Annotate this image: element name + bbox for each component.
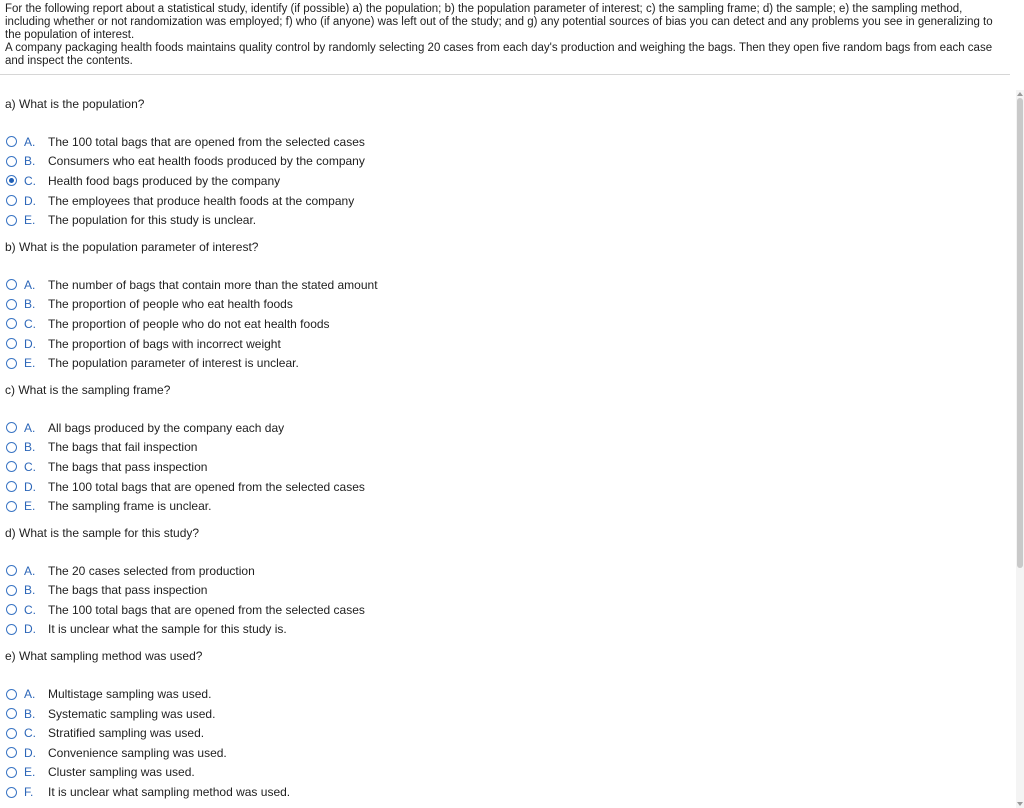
option-letter: B. <box>24 583 36 598</box>
radio-icon[interactable] <box>6 501 17 512</box>
instructions-text: For the following report about a statistical study, identify (if possible) a) the population; b) the population parameter of interest; c) the sampling frame; d) the sample; e) the sampling method, including whether or not randomization was employed; f) who (if anyone) was left out of the study; and g) any potential sources of bias you can detect and any problems you see in generalizing to the population of interest. <box>5 3 993 41</box>
question-prompt: d) What is the sample for this study? <box>5 525 200 540</box>
option-b[interactable] <box>5 438 1016 458</box>
option-text: It is unclear what the sample for this study is. <box>48 622 287 637</box>
option-letter: B. <box>24 154 36 169</box>
option-letter: A. <box>24 277 36 292</box>
option-d[interactable] <box>5 477 1016 497</box>
option-text: Consumers who eat health foods produced by the company <box>48 154 365 169</box>
option-letter: C. <box>24 602 36 617</box>
question-prompt: e) What sampling method was used? <box>5 649 203 664</box>
radio-icon[interactable] <box>6 175 17 186</box>
option-letter: A. <box>24 687 36 702</box>
option-letter: B. <box>24 440 36 455</box>
option-letter: D. <box>24 745 36 760</box>
option-text: The 20 cases selected from production <box>48 563 255 578</box>
question-prompt: a) What is the population? <box>5 97 145 111</box>
radio-icon[interactable] <box>6 604 17 615</box>
radio-icon[interactable] <box>6 318 17 329</box>
question-prompt: b) What is the population parameter of interest? <box>5 239 259 254</box>
scroll-down-arrow-icon[interactable] <box>1017 802 1023 806</box>
option-a[interactable] <box>5 561 1016 581</box>
option-letter: A. <box>24 563 36 578</box>
option-text: It is unclear what sampling method was used. <box>48 785 291 800</box>
radio-icon[interactable] <box>6 215 17 226</box>
options-list <box>5 684 1016 802</box>
option-a[interactable] <box>5 275 1016 295</box>
option-f[interactable] <box>5 782 1016 802</box>
option-b[interactable] <box>5 581 1016 601</box>
option-letter: A. <box>24 134 36 149</box>
option-a[interactable] <box>5 418 1016 438</box>
option-c[interactable] <box>5 723 1016 743</box>
radio-icon[interactable] <box>6 195 17 206</box>
option-text: Multistage sampling was used. <box>48 687 212 702</box>
option-text: Systematic sampling was used. <box>48 706 216 721</box>
option-text: All bags produced by the company each day <box>48 420 285 435</box>
option-text: The 100 total bags that are opened from the selected cases <box>48 479 365 494</box>
radio-icon[interactable] <box>6 299 17 310</box>
option-text: The bags that fail inspection <box>48 440 198 455</box>
radio-icon[interactable] <box>6 585 17 596</box>
option-letter: B. <box>24 706 36 721</box>
radio-icon[interactable] <box>6 767 17 778</box>
options-list <box>5 275 1016 373</box>
radio-icon[interactable] <box>6 461 17 472</box>
option-text: The 100 total bags that are opened from the selected cases <box>48 134 365 149</box>
radio-icon[interactable] <box>6 481 17 492</box>
option-text: The proportion of people who do not eat health foods <box>48 316 330 331</box>
option-text: Stratified sampling was used. <box>48 726 205 741</box>
option-c[interactable] <box>5 457 1016 477</box>
options-list <box>5 561 1016 639</box>
options-list <box>5 418 1016 516</box>
option-letter: E. <box>24 213 36 228</box>
option-b[interactable] <box>5 152 1016 172</box>
option-e[interactable] <box>5 763 1016 783</box>
question-d <box>5 525 1016 639</box>
option-letter: D. <box>24 479 36 494</box>
option-text: The 100 total bags that are opened from the selected cases <box>48 602 365 617</box>
option-letter: C. <box>24 316 36 331</box>
option-letter: A. <box>24 420 36 435</box>
option-c[interactable] <box>5 600 1016 620</box>
option-b[interactable] <box>5 295 1016 315</box>
radio-icon[interactable] <box>6 787 17 798</box>
question-content[interactable] <box>0 90 1016 808</box>
option-e[interactable] <box>5 210 1016 230</box>
option-text: The bags that pass inspection <box>48 583 208 598</box>
option-letter: B. <box>24 297 36 312</box>
radio-icon[interactable] <box>6 747 17 758</box>
option-e[interactable] <box>5 496 1016 516</box>
radio-icon[interactable] <box>6 279 17 290</box>
option-text: The bags that pass inspection <box>48 459 208 474</box>
radio-icon[interactable] <box>6 338 17 349</box>
radio-icon[interactable] <box>6 565 17 576</box>
option-letter: D. <box>24 193 36 208</box>
option-d[interactable] <box>5 191 1016 211</box>
option-letter: D. <box>24 622 36 637</box>
question-a <box>5 96 1016 230</box>
question-b <box>5 239 1016 373</box>
radio-icon[interactable] <box>6 728 17 739</box>
radio-icon[interactable] <box>6 708 17 719</box>
option-text: The population parameter of interest is unclear. <box>48 356 299 371</box>
option-letter: E. <box>24 765 36 780</box>
option-text: Health food bags produced by the company <box>48 173 281 188</box>
option-d[interactable] <box>5 743 1016 763</box>
option-text: The number of bags that contain more than the stated amount <box>48 277 378 292</box>
option-text: The population for this study is unclear. <box>48 213 257 228</box>
option-letter: E. <box>24 499 36 514</box>
question-c <box>5 382 1016 516</box>
vertical-scrollbar[interactable] <box>1016 90 1024 808</box>
scenario-text: A company packaging health foods maintains quality control by randomly selecting 20 cases from each day's production and weighing the bags. Then they open five random bags from each case and inspect the contents. <box>5 42 993 67</box>
option-c[interactable] <box>5 171 1016 191</box>
option-d[interactable] <box>5 620 1016 640</box>
option-letter: C. <box>24 726 36 741</box>
option-text: The employees that produce health foods at the company <box>48 193 355 208</box>
scroll-up-arrow-icon[interactable] <box>1017 92 1023 96</box>
option-d[interactable] <box>5 334 1016 354</box>
options-list <box>5 132 1016 230</box>
option-letter: E. <box>24 356 36 371</box>
option-b[interactable] <box>5 704 1016 724</box>
radio-icon[interactable] <box>6 422 17 433</box>
question-prompt: c) What is the sampling frame? <box>5 382 171 397</box>
radio-icon[interactable] <box>6 358 17 369</box>
option-text: The proportion of people who eat health foods <box>48 297 293 312</box>
option-text: The proportion of bags with incorrect weight <box>48 336 281 351</box>
option-letter: F. <box>24 785 34 800</box>
option-text: Cluster sampling was used. <box>48 765 195 780</box>
option-a[interactable] <box>5 684 1016 704</box>
radio-icon[interactable] <box>6 624 17 635</box>
option-text: The sampling frame is unclear. <box>48 499 212 514</box>
radio-icon[interactable] <box>6 156 17 167</box>
radio-icon[interactable] <box>6 136 17 147</box>
scroll-thumb[interactable] <box>1017 98 1023 568</box>
question-e <box>5 648 1016 802</box>
radio-icon[interactable] <box>6 442 17 453</box>
option-letter: D. <box>24 336 36 351</box>
option-letter: C. <box>24 459 36 474</box>
option-letter: C. <box>24 173 36 188</box>
option-a[interactable] <box>5 132 1016 152</box>
question-header <box>0 0 1010 75</box>
radio-icon[interactable] <box>6 689 17 700</box>
option-e[interactable] <box>5 353 1016 373</box>
option-text: Convenience sampling was used. <box>48 745 227 760</box>
option-c[interactable] <box>5 314 1016 334</box>
